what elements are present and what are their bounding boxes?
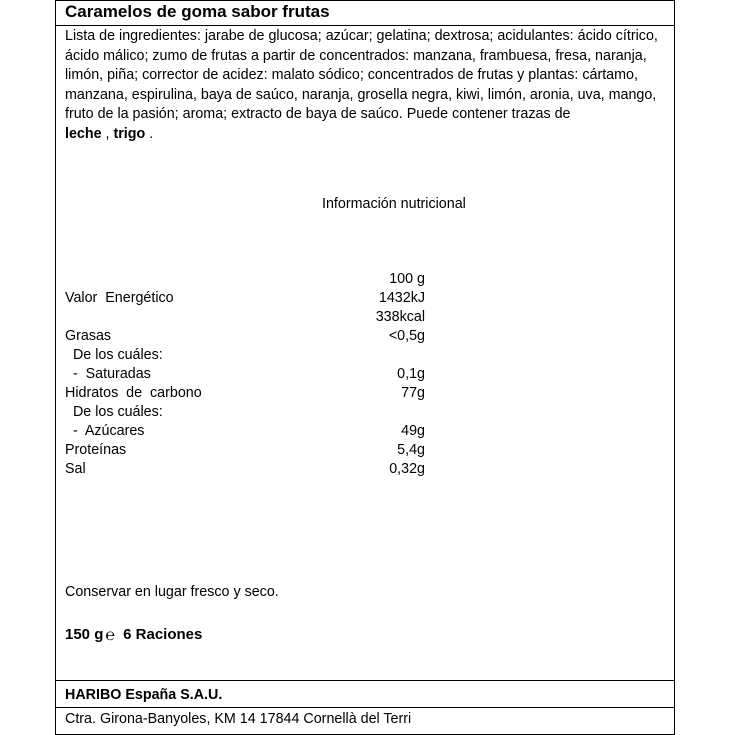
nutrition-heading: Información nutricional [322, 196, 466, 212]
net-weight: 150 g [65, 626, 104, 643]
nutrition-row-label: Grasas [65, 328, 112, 344]
nutrition-row-label: - Azúcares [65, 423, 145, 439]
address-divider [55, 707, 675, 708]
storage-instructions: Conservar en lugar fresco y seco. [65, 584, 279, 600]
company-name: HARIBO España S.A.U. [65, 687, 223, 703]
nutrition-row-label: - Saturadas [65, 366, 151, 382]
nutrition-row-label: Sal [65, 461, 86, 477]
nutrition-row-value: <0,5g [388, 328, 425, 344]
nutrition-row-label: De los cuáles: [65, 347, 163, 363]
nutrition-row-label: Proteínas [65, 442, 127, 458]
nutrition-row-label: De los cuáles: [65, 404, 163, 420]
nutrition-row-label: Valor Energético [65, 290, 174, 306]
allergen-wheat: trigo [113, 125, 146, 142]
nutrition-row-value: 0,1g [397, 366, 425, 382]
allergen-milk: leche [65, 125, 102, 142]
nutrition-row-value: 49g [401, 423, 425, 439]
ingredients-text: Lista de ingredientes: jarabe de glucosa; azúcar; gelatina; dextrosa; acidulantes: ácido cítrico, ácido málico; zumo de frutas a partir de concentrados: manzana, frambuesa, fresa, naranja, limón, piña; corrector de acidez: malato sódico; concentrados de frutas y plantas: cártamo, manzana, espirulina, baya de saúco, naranja, grosella negra, kiwi, limón, aronia, uva, mango, fruto de la pasión; aroma; extracto de baya de saúco. Puede contener trazas de [65, 28, 658, 123]
ingredients-end: . [145, 125, 154, 142]
nutrition-row-value: 0,32g [389, 461, 425, 477]
product-title: Caramelos de goma sabor frutas [65, 2, 330, 21]
title-divider [55, 25, 675, 26]
estimated-sign-icon: ℮ [105, 627, 115, 644]
ingredients-list [65, 27, 665, 145]
nutrition-row-value: 1432kJ [378, 290, 425, 306]
company-divider [55, 680, 675, 681]
top-border [55, 0, 675, 1]
nutrition-row-value: 5,4g [397, 442, 425, 458]
nutrition-per-unit: 100 g [389, 271, 425, 287]
nutrition-row-value: 338kcal [375, 309, 425, 325]
nutrition-row-value: 77g [401, 385, 425, 401]
company-address: Ctra. Girona-Banyoles, KM 14 17844 Cornellà del Terri [65, 711, 412, 727]
nutrition-row-label: Hidratos de carbono [65, 385, 202, 401]
allergen-separator: , [101, 125, 114, 142]
portions: 6 Raciones [123, 626, 203, 643]
net-weight-line [65, 626, 202, 645]
